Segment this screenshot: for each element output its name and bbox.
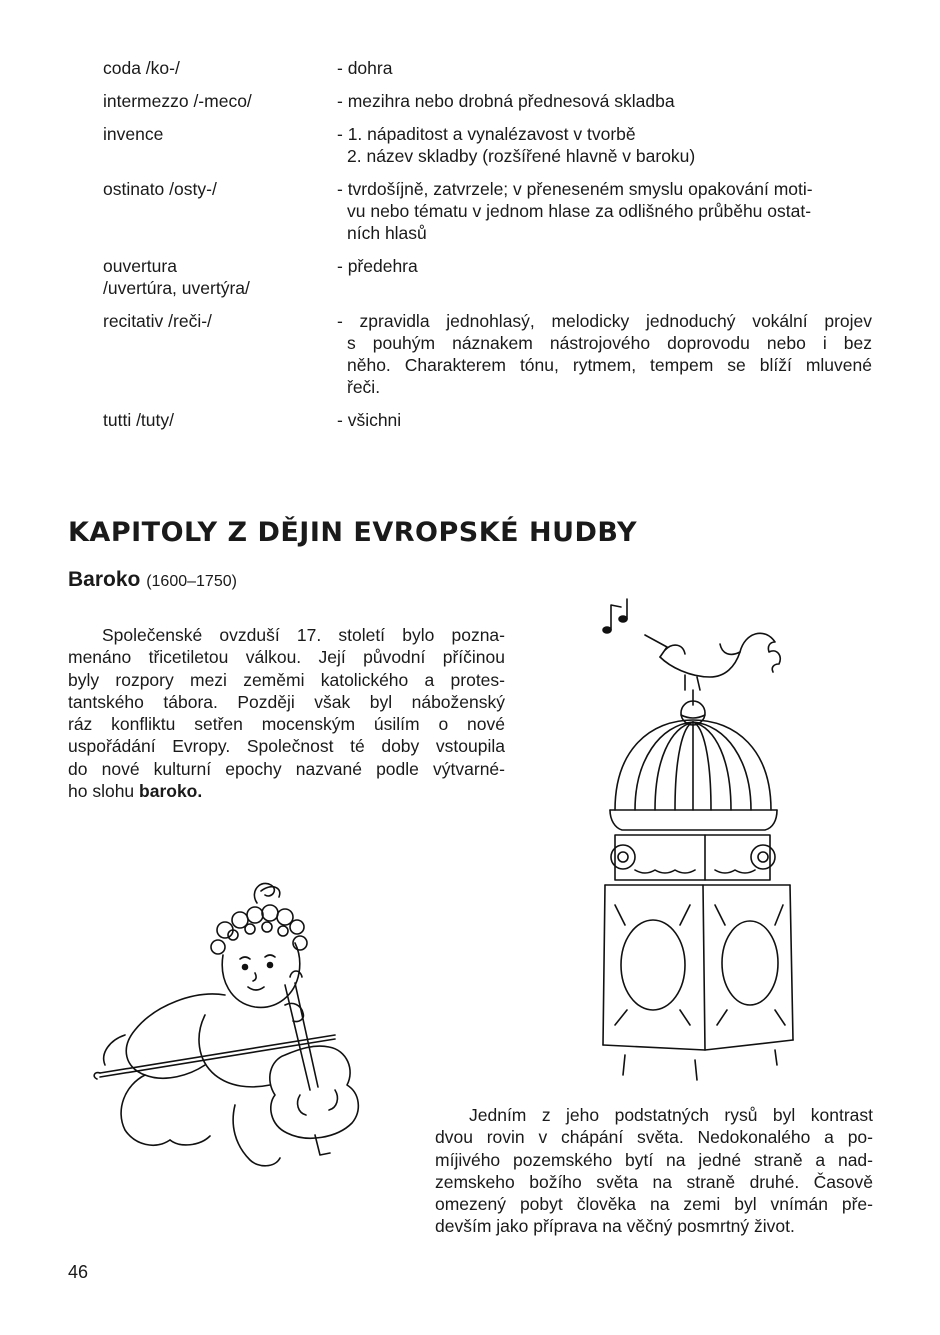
cello <box>270 971 359 1155</box>
glossary-definition: - 1. nápaditost a vynalézavost v tvorbě 2. název skladby (rozšířené hlavně v baroku) <box>337 124 696 166</box>
tower-dome-illustration <box>585 595 810 1085</box>
cherub-cello-illustration <box>85 855 395 1175</box>
glossary-definition: - všichni <box>337 410 402 430</box>
dome <box>610 720 777 830</box>
glossary-entry <box>103 90 873 112</box>
bow <box>100 1035 335 1073</box>
glossary <box>103 57 873 431</box>
glossary-entry <box>103 123 873 167</box>
glossary-term: intermezzo /-meco/ <box>103 91 252 111</box>
capital <box>611 835 775 880</box>
section-subheading <box>68 568 237 592</box>
glossary-definition: - tvrdošíjně, zatvrzele; v přeneseném smyslu opakování moti- vu nebo tématu v jednom hlase za odlišného průběhu ostat- ních hlasů <box>337 179 813 243</box>
glossary-definition: - mezihra nebo drobná přednesová skladba <box>337 91 675 111</box>
hair-curls <box>211 883 307 954</box>
chapter-heading: KAPITOLY Z DĚJIN EVROPSKÉ HUDBY <box>68 517 638 548</box>
section-dates: (1600–1750) <box>146 573 237 590</box>
glossary-definition: - předehra <box>337 256 418 276</box>
second-paragraph: Jedním z jeho podstatných rysů byl kontrast dvou rovin v chápání světa. Nedokonalého a po- míjivého pozemského bytí na jedné straně a nad- zemskeho božího světa na straně druhé. Časově omezený pobyt člověka na zemi byl vnímán pře- devším jako příprava na věčný posmrtný život. <box>435 1105 873 1237</box>
page-number: 46 <box>68 1262 89 1282</box>
section-title: Baroko <box>68 568 141 591</box>
glossary-term: invence <box>103 124 164 144</box>
glossary-term: tutti /tuty/ <box>103 410 174 430</box>
music-notes-icon <box>603 599 627 633</box>
intro-paragraph: Společenské ovzduší 17. století bylo pozna- menáno třicetiletou válkou. Její původní příčinou byly rozpory mezi zeměmi katolického a protes- tantského tábora. Později však byl náboženský ráz konfliktu setřen mocenským úsilím o nové uspořádání Evropy. Společnost té doby vstoupila do nové kulturní epochy nazvané podle výtvarné- ho slohu baroko. <box>68 625 505 802</box>
glossary-term: coda /ko-/ <box>103 58 180 78</box>
glossary-term: ostinato /osty-/ <box>103 179 217 199</box>
glossary-entry <box>103 409 873 431</box>
tower-body <box>603 885 793 1080</box>
rooster-weathervane <box>645 633 780 705</box>
emphasis-baroko: baroko. <box>139 781 203 802</box>
glossary-entry <box>103 178 873 244</box>
glossary-definition: - dohra <box>337 58 393 78</box>
glossary-entry <box>103 255 873 299</box>
glossary-term: recitativ /reči-/ <box>103 311 212 331</box>
glossary-term: ouvertura /uvertúra, uvertýra/ <box>103 256 250 298</box>
glossary-entry <box>103 310 873 398</box>
glossary-definition: - zpravidla jednohlasý, melodicky jednoduchý vokální projev s pouhým náznakem nástrojového doprovodu nebo i bez něho. Charakterem tónu, rytmem, tempem se blíží mluvené řeči. <box>337 311 872 397</box>
glossary-entry <box>103 57 873 79</box>
